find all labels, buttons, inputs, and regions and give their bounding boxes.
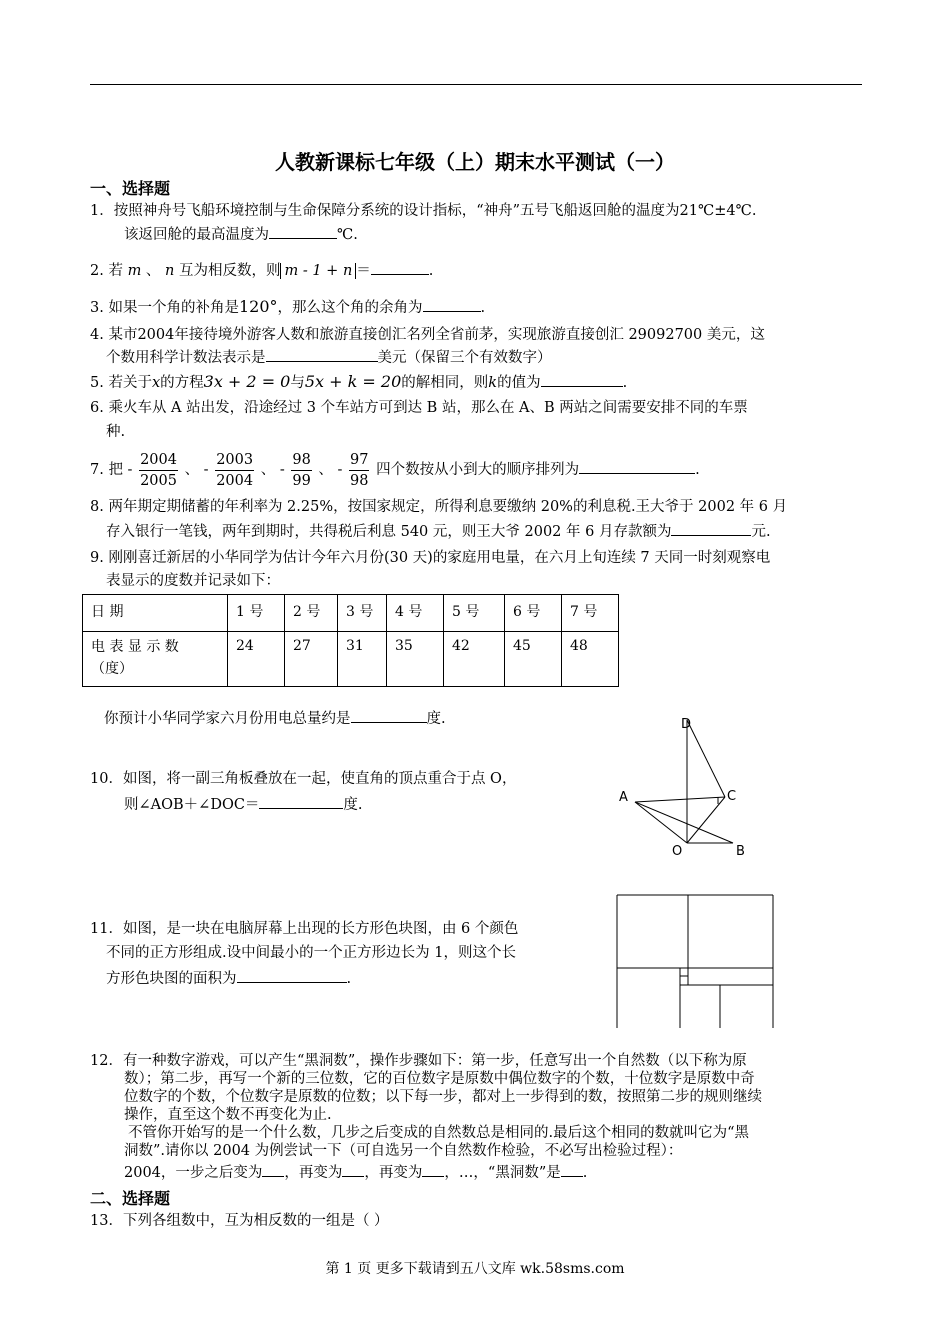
- q12-line1: 12．有一种数字游戏，可以产生“黑洞数”，操作步骤如下：第一步，任意写出一个自然数（以下称为原: [90, 1053, 747, 1069]
- q12-line2: 数）；第二步，再写一个新的三位数，它的百位数字是原数中偶位数字的个数，十位数字是原数中奇: [124, 1071, 755, 1087]
- q5-equation-1: 3x + 2 = 0: [203, 372, 291, 391]
- q5-text-d: 的解相同，则: [401, 375, 489, 391]
- q11-line3: [106, 968, 351, 990]
- table-cell-day: 5 号: [444, 595, 505, 632]
- section-heading-two: 二、选择题: [90, 1189, 171, 1208]
- q9-text-a: 你预计小华同学家六月份用电总量约是: [104, 711, 351, 727]
- q7-f4-denominator: 98: [350, 472, 369, 489]
- q9-answer-line: [104, 708, 446, 730]
- q8-line2: [106, 521, 771, 543]
- table-cell-reading: 45: [505, 632, 562, 687]
- q4-text-b: 美元（保留三个有效数字）: [377, 350, 552, 366]
- q12-blank-1[interactable]: [262, 1162, 284, 1177]
- segment-ao: [635, 802, 687, 843]
- q3-line: [90, 296, 485, 319]
- q3-period: .: [480, 300, 486, 316]
- q2-absolute-expression: m - 1 + n: [280, 263, 356, 279]
- label-c: C: [727, 789, 737, 804]
- q4-line2: [106, 347, 552, 369]
- table-header-reading-a: 电 表 显 示 数: [91, 639, 179, 655]
- q13-line1: 13．下列各组数中，互为相反数的一组是（ ）: [90, 1213, 389, 1229]
- segment-ab: [635, 802, 733, 843]
- q5-period: .: [622, 375, 628, 391]
- q2-sep: 、: [145, 263, 161, 279]
- q4-blank[interactable]: [266, 347, 378, 362]
- q12-text-d: ，…，“黑洞数”是: [444, 1165, 561, 1181]
- q11-text-a: 方形色块图的面积为: [106, 971, 237, 987]
- q7-f4-numerator: 97: [349, 450, 369, 471]
- label-d: D: [681, 717, 692, 732]
- q2-var-n: n: [165, 263, 175, 279]
- q12-line5: 不管你开始写的是一个什么数，几步之后变成的自然数总是相同的.最后这个相同的数就叫它为“黑: [128, 1125, 750, 1141]
- q9-text-b: 度.: [426, 711, 446, 727]
- q8-line1: 8. 两年期定期储蓄的年利率为 2.25%，按国家规定，所得利息要缴纳 20%的利息税.王大爷于 2002 年 6 月: [90, 499, 788, 515]
- q5-line: [90, 371, 627, 394]
- q7-fraction-3: [291, 450, 311, 491]
- q7-text-b: 四个数按从小到大的顺序排列为: [376, 462, 580, 478]
- q9-line1: 9. 刚刚喜迁新居的小华同学为估计今年六月份(30 天)的家庭用电量，在六月上旬连续 7 天同一时刻观察电: [90, 550, 771, 566]
- q5-text-c: 与: [290, 375, 305, 391]
- q1-text: 该返回舱的最高温度为: [124, 227, 269, 243]
- q10-line2: [124, 794, 363, 816]
- q7-f2-numerator: 2003: [215, 450, 254, 471]
- page-footer: 第 1 页 更多下载请到五八文库 wk.58sms.com: [325, 1261, 625, 1277]
- q8-blank[interactable]: [671, 521, 751, 536]
- q11-line1: 11．如图，是一块在电脑屏幕上出现的长方形色块图，由 6 个颜色: [90, 921, 519, 937]
- label-a: A: [619, 790, 628, 805]
- q4-text-a: 个数用科学计数法表示是: [106, 350, 266, 366]
- q2-var-m: m: [127, 263, 142, 279]
- q12-line7: [124, 1162, 587, 1184]
- q12-text-a: 2004，一步之后变为: [124, 1165, 263, 1181]
- q7-sep-2: 、 -: [260, 462, 285, 478]
- q3-angle: 120°: [238, 297, 278, 316]
- header-rule: [90, 84, 862, 85]
- q12-line6: 洞数”.请你以 2004 为例尝试一下（可自选另一个自然数作检验，不必写出检验过程）：: [124, 1143, 683, 1159]
- segment-dc: [687, 720, 725, 797]
- q12-period: .: [582, 1165, 588, 1181]
- q8-text-a: 存入银行一笔钱，两年到期时，共得税后利息 540 元，则王大爷 2002 年 6 月存款额为: [106, 524, 672, 540]
- section-heading-one: 一、选择题: [90, 179, 171, 198]
- q7-sep-1: 、 -: [184, 462, 209, 478]
- q2-blank[interactable]: [371, 260, 429, 275]
- q12-text-c: ，再变为: [364, 1165, 423, 1181]
- q2-text-a: 2. 若: [90, 263, 123, 279]
- q7-period: .: [695, 462, 700, 478]
- q5-var-k: k: [488, 375, 498, 391]
- table-cell-day: 3 号: [338, 595, 387, 632]
- q7-fraction-4: [349, 450, 369, 491]
- q1-line2: [124, 224, 358, 246]
- q6-line2: 种.: [106, 424, 126, 440]
- q11-period: .: [346, 971, 352, 987]
- q2-line: [90, 260, 433, 282]
- q7-sep-3: 、 -: [318, 462, 343, 478]
- table-cell-reading: 31: [338, 632, 387, 687]
- q9-blank[interactable]: [351, 708, 427, 723]
- q12-line3: 位数字的个数，个位数字是原数的位数；以下每一步，都对上一步得到的数，按照第二步的规则继续: [124, 1089, 762, 1105]
- table-header-reading-b: （度）: [91, 661, 133, 677]
- triangle-figure: [600, 700, 770, 865]
- q1-unit: ℃.: [337, 227, 358, 243]
- q9-line2: 表显示的度数并记录如下：: [106, 573, 280, 589]
- q3-text-a: 3. 如果一个角的补角是: [90, 300, 239, 316]
- q11-blank[interactable]: [237, 968, 347, 983]
- q5-var-x: x: [151, 375, 161, 391]
- q7-f3-numerator: 98: [291, 450, 311, 471]
- q4-line1: 4. 某市2004年接待境外游客人数和旅游直接创汇名列全省前茅，实现旅游直接创汇 29092700 美元，这: [90, 327, 765, 343]
- q5-text-b: 的方程: [160, 375, 204, 391]
- q7-fraction-1: [139, 450, 178, 491]
- q10-line1: 10．如图，将一副三角板叠放在一起，使直角的顶点重合于点 O，: [90, 771, 517, 787]
- label-o: O: [672, 844, 683, 859]
- table-cell-day: 2 号: [285, 595, 338, 632]
- table-cell-reading: 27: [285, 632, 338, 687]
- label-b: B: [736, 844, 745, 859]
- q7-blank[interactable]: [579, 459, 695, 474]
- q7-line: [90, 448, 700, 492]
- q7-f3-denominator: 99: [292, 472, 311, 489]
- square-tiling-figure: [612, 892, 778, 1032]
- table-cell-day: 7 号: [562, 595, 619, 632]
- table-cell-reading: 42: [444, 632, 505, 687]
- table-row-readings: [83, 632, 619, 687]
- segment-oc: [687, 797, 725, 843]
- q11-line2: 不同的正方形组成.设中间最小的一个正方形边长为 1，则这个长: [106, 945, 516, 961]
- electricity-meter-table: [82, 594, 619, 687]
- q2-text-b: 互为相反数，则: [178, 263, 281, 279]
- q12-text-b: ，再变为: [284, 1165, 343, 1181]
- q10-text-a: 则∠AOB＋∠DOC＝: [124, 797, 260, 813]
- q5-equation-2: 5x + k = 20: [304, 372, 402, 391]
- q7-f1-numerator: 2004: [139, 450, 178, 471]
- q10-blank[interactable]: [259, 794, 343, 809]
- segment-ac: [635, 797, 725, 802]
- q7-text-a: 7. 把 -: [90, 462, 133, 478]
- table-cell-reading: 35: [387, 632, 444, 687]
- table-header-reading: [83, 632, 228, 687]
- q1-blank[interactable]: [269, 224, 337, 239]
- q5-text-a: 5. 若关于: [90, 375, 152, 391]
- table-cell-day: 1 号: [228, 595, 285, 632]
- q3-blank[interactable]: [423, 297, 481, 312]
- q7-fraction-2: [215, 450, 254, 491]
- q2-period: .: [428, 263, 434, 279]
- q6-line1: 6. 乘火车从 A 站出发，沿途经过 3 个车站方可到达 B 站，那么在 A、B 两站之间需要安排不同的车票: [90, 400, 748, 416]
- q10-text-b: 度.: [343, 797, 363, 813]
- q5-text-e: 的值为: [497, 375, 541, 391]
- table-cell-day: 4 号: [387, 595, 444, 632]
- page-title: 人教新课标七年级（上）期末水平测试（一）: [275, 150, 675, 174]
- q5-blank[interactable]: [541, 372, 623, 387]
- q12-line4: 操作，直至这个数不再变化为止.: [124, 1107, 332, 1123]
- q7-f1-denominator: 2005: [140, 472, 177, 489]
- table-cell-day: 6 号: [505, 595, 562, 632]
- q1-line1: 1．按照神舟号飞船环境控制与生命保障分系统的设计指标，“神舟”五号飞船返回舱的温度为21℃±4℃.: [90, 203, 757, 219]
- q8-text-b: 元.: [751, 524, 771, 540]
- table-cell-reading: 24: [228, 632, 285, 687]
- table-row-days: [83, 595, 619, 632]
- table-header-date: 日 期: [83, 595, 228, 632]
- q3-text-b: ，那么这个角的余角为: [277, 300, 423, 316]
- table-cell-reading: 48: [562, 632, 619, 687]
- q12-blank-2[interactable]: [342, 1162, 364, 1177]
- q2-equals: ＝: [356, 263, 371, 279]
- q7-f2-denominator: 2004: [216, 472, 254, 489]
- q12-blank-3[interactable]: [422, 1162, 444, 1177]
- q12-blank-4[interactable]: [561, 1162, 583, 1177]
